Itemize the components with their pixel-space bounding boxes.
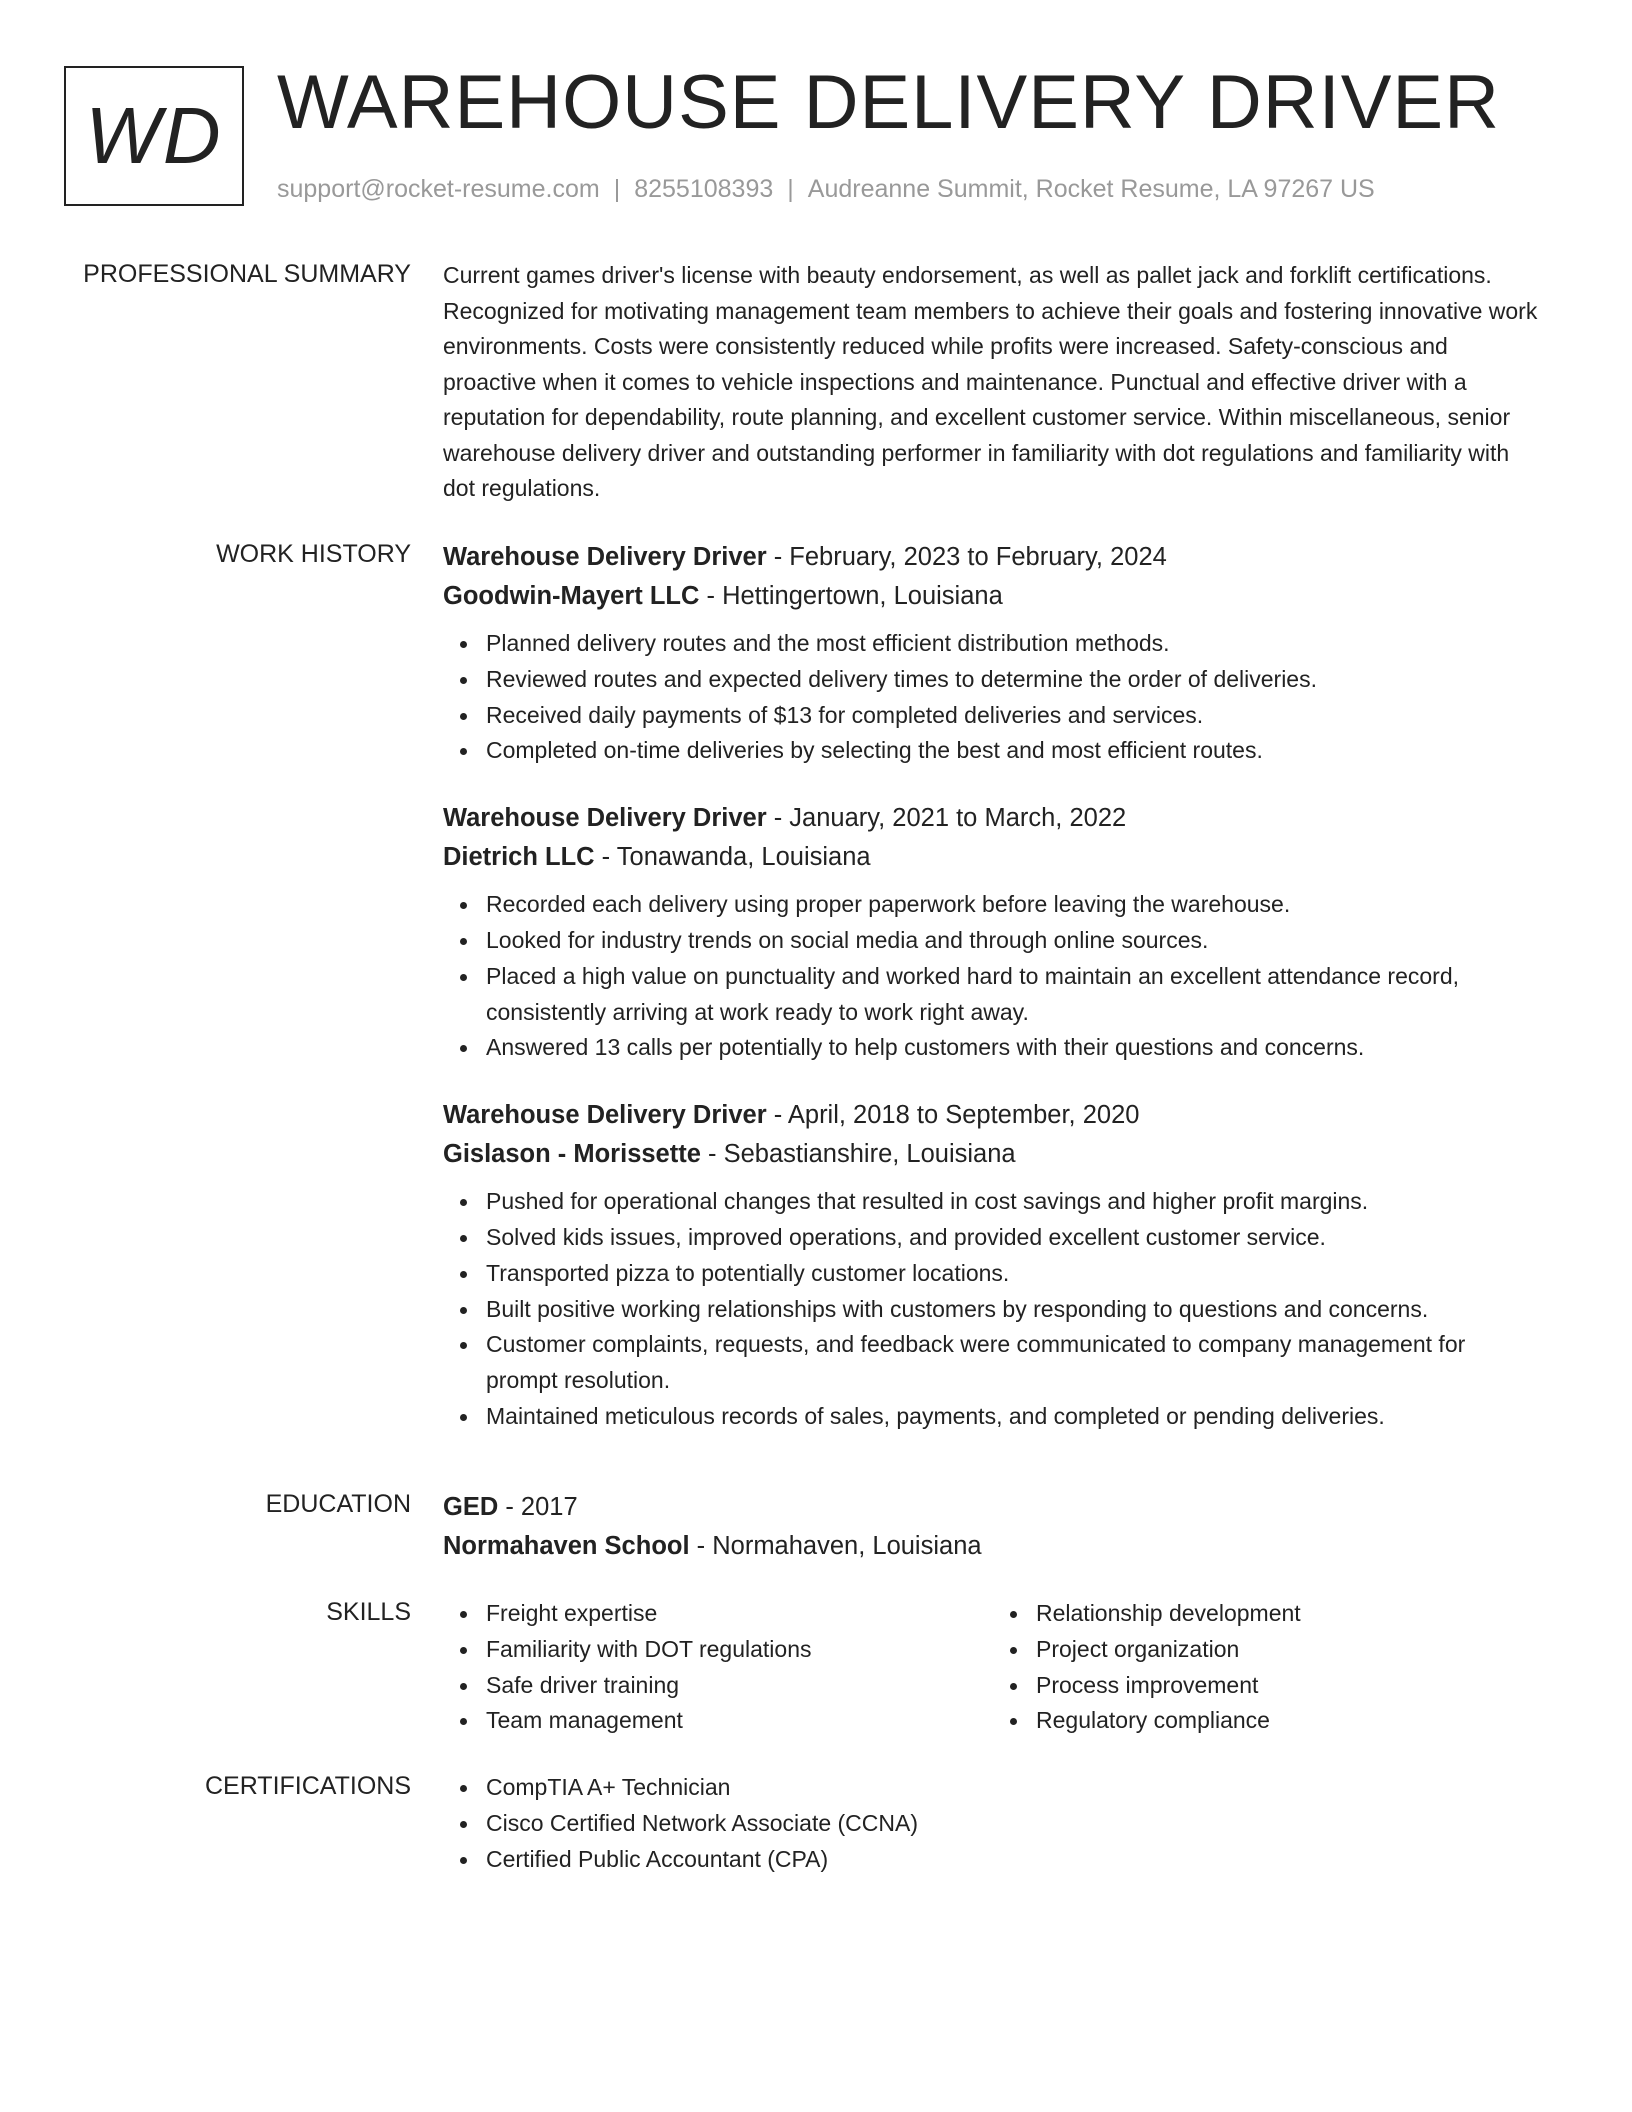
- skills-columns: [443, 1596, 1543, 1739]
- list-item: Looked for industry trends on social media and through online sources.: [486, 923, 1543, 959]
- job-company: Dietrich LLC: [443, 843, 595, 872]
- job-location: - Sebastianshire, Louisiana: [700, 1140, 1016, 1169]
- list-item: Recorded each delivery using proper paperwork before leaving the warehouse.: [486, 887, 1543, 923]
- job-company-line: [443, 577, 1543, 616]
- education-location: - Normahaven, Louisiana: [689, 1532, 982, 1560]
- certifications-body: [443, 1770, 1543, 1877]
- list-item: Planned delivery routes and the most efficient distribution methods.: [486, 626, 1543, 662]
- skills-list-right: [993, 1596, 1543, 1739]
- list-item: Reviewed routes and expected delivery times to determine the order of deliveries.: [486, 662, 1543, 698]
- list-item: CompTIA A+ Technician: [486, 1770, 1543, 1806]
- job-title: Warehouse Delivery Driver: [443, 543, 767, 571]
- section-label-education: EDUCATION: [265, 1490, 411, 1518]
- job-entry: [443, 538, 1543, 769]
- education-body: [443, 1488, 1543, 1566]
- skills-list-left: [443, 1596, 993, 1739]
- job-company: Gislason - Morissette: [443, 1140, 701, 1169]
- section-label-skills: SKILLS: [326, 1598, 411, 1626]
- section-label-certifications: CERTIFICATIONS: [204, 1772, 411, 1800]
- job-location: - Hettingertown, Louisiana: [699, 582, 1003, 610]
- list-item: Pushed for operational changes that resulted in cost savings and higher profit margins.: [486, 1184, 1543, 1220]
- list-item: Relationship development: [1036, 1596, 1543, 1632]
- list-item: Cisco Certified Network Associate (CCNA): [486, 1806, 1543, 1842]
- list-item: Completed on-time deliveries by selecting the best and most efficient routes.: [486, 733, 1543, 769]
- job-title: Warehouse Delivery Driver: [443, 1101, 767, 1130]
- list-item: Transported pizza to potentially customer locations.: [486, 1256, 1543, 1292]
- job-entry: [443, 1096, 1543, 1435]
- education-degree: GED: [443, 1493, 499, 1521]
- list-item: Customer complaints, requests, and feedback were communicated to company management for prompt resolution.: [486, 1327, 1543, 1399]
- contact-address: Audreanne Summit, Rocket Resume, LA 97267 US: [807, 175, 1375, 203]
- education-year: - 2017: [498, 1493, 578, 1521]
- list-item: Team management: [486, 1703, 993, 1739]
- education-school-line: [443, 1527, 1543, 1566]
- contact-email: support@rocket-resume.com: [277, 175, 600, 203]
- job-bullets: [443, 1184, 1543, 1435]
- job-location: - Tonawanda, Louisiana: [594, 843, 871, 872]
- job-company-line: [443, 1135, 1543, 1174]
- list-item: Placed a high value on punctuality and worked hard to maintain an excellent attendance record, consistently arriving at work ready to work right away.: [486, 959, 1543, 1031]
- contact-line: [277, 174, 1375, 204]
- skills-body: [443, 1596, 1543, 1739]
- list-item: Freight expertise: [486, 1596, 993, 1632]
- contact-separator: |: [613, 175, 621, 203]
- list-item: Answered 13 calls per potentially to help customers with their questions and concerns.: [486, 1030, 1543, 1066]
- job-bullets: [443, 626, 1543, 769]
- list-item: Built positive working relationships with customers by responding to questions and concerns.: [486, 1292, 1543, 1328]
- job-company-line: [443, 838, 1543, 877]
- list-item: Maintained meticulous records of sales, payments, and completed or pending deliveries.: [486, 1399, 1543, 1435]
- list-item: Safe driver training: [486, 1668, 993, 1704]
- job-dates: - January, 2021 to March, 2022: [766, 804, 1127, 833]
- section-label-work-history: WORK HISTORY: [216, 540, 411, 568]
- list-item: Familiarity with DOT regulations: [486, 1632, 993, 1668]
- job-title-line: [443, 799, 1543, 838]
- certifications-list: [443, 1770, 1543, 1877]
- section-label-summary: PROFESSIONAL SUMMARY: [83, 260, 411, 288]
- list-item: Process improvement: [1036, 1668, 1543, 1704]
- job-entry: [443, 799, 1543, 1066]
- list-item: Project organization: [1036, 1632, 1543, 1668]
- job-title: Warehouse Delivery Driver: [443, 804, 767, 833]
- contact-phone: 8255108393: [634, 175, 774, 203]
- summary-body: [443, 258, 1543, 507]
- list-item: Solved kids issues, improved operations, and provided excellent customer service.: [486, 1220, 1543, 1256]
- page-title: WAREHOUSE DELIVERY DRIVER: [277, 60, 1501, 145]
- contact-separator: |: [787, 175, 794, 203]
- education-degree-line: [443, 1488, 1543, 1527]
- job-company: Goodwin-Mayert LLC: [443, 582, 700, 610]
- monogram-badge: WD: [64, 66, 244, 206]
- list-item: Certified Public Accountant (CPA): [486, 1842, 1543, 1878]
- job-dates: - February, 2023 to February, 2024: [766, 543, 1167, 571]
- job-bullets: [443, 887, 1543, 1066]
- summary-text: Current games driver's license with beauty endorsement, as well as pallet jack and forklift certifications. Recognized for motivating management team members to achieve their goals and fostering innovative work environments. Costs were consistently reduced while profits were increased. Safety-conscious and proactive when it comes to vehicle inspections and maintenance. Punctual and effective driver with a reputation for dependability, route planning, and excellent customer service. Within miscellaneous, senior warehouse delivery driver and outstanding performer in familiarity with dot regulations and familiarity with dot regulations.: [443, 262, 1538, 501]
- job-title-line: [443, 1096, 1543, 1135]
- job-title-line: [443, 538, 1543, 577]
- job-dates: - April, 2018 to September, 2020: [766, 1101, 1140, 1130]
- list-item: Received daily payments of $13 for completed deliveries and services.: [486, 698, 1543, 734]
- work-history-body: [443, 538, 1543, 1453]
- list-item: Regulatory compliance: [1036, 1703, 1543, 1739]
- education-school: Normahaven School: [443, 1532, 690, 1560]
